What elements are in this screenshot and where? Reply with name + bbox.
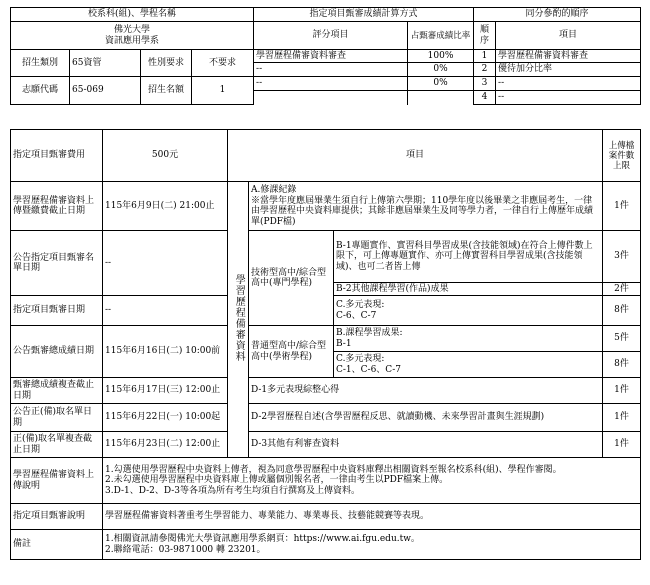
item-d2-count: 1件 <box>603 404 641 432</box>
announce-result: 115年6月16日(二) 10:00前 <box>103 326 228 378</box>
label-upload-deadline: 學習歷程備審資料上傳暨繳費截止日期 <box>11 182 103 231</box>
tie-item-1: 學習歷程備審資料審查 <box>496 50 641 63</box>
tie-item-2: 優待加分比率 <box>496 63 641 77</box>
detail-table <box>10 129 641 560</box>
col-score-item: 評分項目 <box>254 22 408 50</box>
tie-order-1: 1 <box>474 50 496 63</box>
score-ratio-1: 100% <box>408 50 474 63</box>
group-general: 普通型高中/綜合型高中(學術學程) <box>249 326 334 378</box>
exam-note: 學習歷程備審資料著重考生學習能力、專業能力、專業專長、技藝能競賽等表現。 <box>103 504 641 530</box>
item-b1: B-1專題實作、實習科目學習成果(含技能領域)在符合上傳件數上限下，可上傳專題實作、亦可上傳實習科目學習成果(含技能領域)、也可二者皆上傳 <box>334 231 603 283</box>
col-tie-item: 項目 <box>496 22 641 50</box>
item-d1: D-1多元表現綜整心得 <box>249 378 603 404</box>
tie-item-3: -- <box>496 77 641 91</box>
item-a: A.修課紀錄 ※當學年度應屆畢業生須自行上傳第六學期；110學年度以後畢業之非應屆考生，一律由學習歷程中央資料庫提供；其餘非應屆畢業生及同等學力者，一律自行上傳歷年成績單(PDF檔) <box>249 182 603 231</box>
label-announce-admit: 公告正(備)取名單日期 <box>11 404 103 432</box>
label-exam-note: 指定項目甄審說明 <box>11 504 103 530</box>
score-item-2: -- <box>254 63 408 77</box>
score-item-1: 學習歷程備審資料審查 <box>254 50 408 63</box>
school-dept-cell <box>11 22 254 50</box>
upload-note: 1.勾選使用學習歷程中央資料上傳者，視為同意學習歷程中央資料庫釋出相關資料至報名校系科(組)、學程作審閱。 2.未勾選使用學習歷程中央資料庫上傳或屬個別報名者，一律由考生以PDF檔案上傳。 3.D-1、D-2、D-3等各項為所有考生均須自行撰寫及上傳資料。 <box>103 458 641 504</box>
header-count: 上傳檔案件數上限 <box>603 130 641 182</box>
label-upload-note: 學習歷程備審資料上傳說明 <box>11 458 103 504</box>
fee-value: 500元 <box>103 130 228 182</box>
label-quota-type: 招生類別 <box>11 50 70 77</box>
label-gender: 性別要求 <box>141 50 192 77</box>
item-b2-count: 2件 <box>603 283 641 296</box>
announce-list: -- <box>103 231 228 296</box>
item-d2: D-2學習歷程自述(含學習歷程反思、就讀動機、未來學習計畫與生涯規劃) <box>249 404 603 432</box>
header-tie: 同分參酌的順序 <box>474 8 641 22</box>
announce-admit: 115年6月22日(一) 10:00起 <box>103 404 228 432</box>
tie-item-4: -- <box>496 91 641 105</box>
col-order: 順序 <box>474 22 496 50</box>
item-a-count: 1件 <box>603 182 641 231</box>
label-code: 志願代碼 <box>11 77 70 105</box>
header-school-dept: 校系科(組)、學程名稱 <box>11 8 254 22</box>
exam-date: -- <box>103 296 228 326</box>
label-exam-date: 指定項目甄審日期 <box>11 296 103 326</box>
label-quota: 招生名額 <box>141 77 192 105</box>
tie-order-4: 4 <box>474 91 496 105</box>
item-c-gen: C.多元表現: C-1、C-6、C-7 <box>334 352 603 378</box>
item-b2: B-2其他課程學習(作品)成果 <box>334 283 603 296</box>
item-d3-count: 1件 <box>603 432 641 458</box>
tie-order-2: 2 <box>474 63 496 77</box>
recheck: 115年6月17日(三) 12:00止 <box>103 378 228 404</box>
upload-deadline: 115年6月9日(二) 21:00止 <box>103 182 228 231</box>
item-c-gen-count: 8件 <box>603 352 641 378</box>
score-ratio-2: 0% <box>408 63 474 77</box>
quota-value: 1 <box>192 77 254 105</box>
item-c-tech-count: 8件 <box>603 296 641 326</box>
item-d3: D-3其他有利審查資料 <box>249 432 603 458</box>
label-remark: 備註 <box>11 530 103 560</box>
item-b-gen-count: 5件 <box>603 326 641 352</box>
label-announce-list: 公告指定項目甄審名單日期 <box>11 231 103 296</box>
item-b1-count: 3件 <box>603 231 641 283</box>
quota-type: 65資管 <box>70 50 141 77</box>
header-items: 項目 <box>228 130 603 182</box>
col-ratio: 占甄審成績比率 <box>408 22 474 50</box>
item-d1-count: 1件 <box>603 378 641 404</box>
score-item-3: -- <box>254 77 408 91</box>
remark: 1.相關資訊請參閱佛光大學資訊應用學系網頁：https://www.ai.fgu.edu.tw。 2.聯絡電話：03-9871000 轉 23201。 <box>103 530 641 560</box>
label-announce-result: 公告甄審總成績日期 <box>11 326 103 378</box>
code-value: 65-069 <box>70 77 141 105</box>
admit-recheck: 115年6月23日(二) 12:00止 <box>103 432 228 458</box>
header-calc: 指定項目甄審成績計算方式 <box>254 8 474 22</box>
dept-name: 資訊應用學系 <box>105 35 160 46</box>
item-b-gen: B.課程學習成果: B-1 <box>334 326 603 352</box>
score-ratio-3: 0% <box>408 77 474 91</box>
side-label-cell <box>228 182 249 458</box>
gender-value: 不要求 <box>192 50 254 77</box>
side-label: 學習歷程備審資料 <box>233 273 245 362</box>
item-c-tech: C.多元表現: C-6、C-7 <box>334 296 603 326</box>
tie-order-3: 3 <box>474 77 496 91</box>
label-recheck: 甄審總成績複查截止日期 <box>11 378 103 404</box>
label-admit-recheck: 正(備)取名單複查截止日期 <box>11 432 103 458</box>
group-tech: 技術型高中/綜合型高中(專門學程) <box>249 231 334 326</box>
label-fee: 指定項目甄審費用 <box>11 130 103 182</box>
school-name: 佛光大學 <box>114 25 151 35</box>
summary-table <box>10 7 641 105</box>
